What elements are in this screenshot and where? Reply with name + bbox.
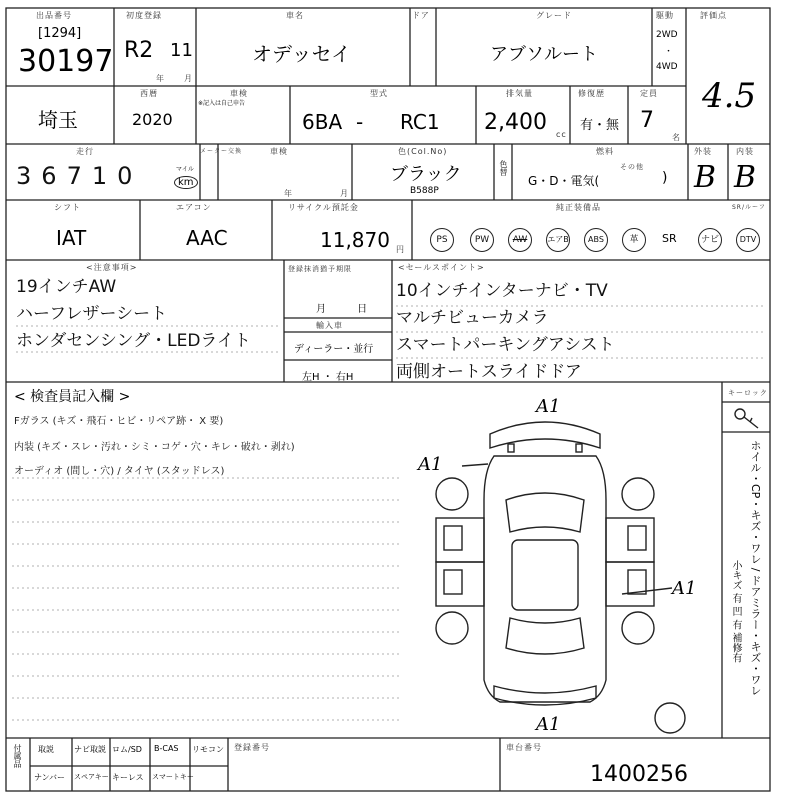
acc-keyless: キーレス [112, 773, 144, 782]
score-label: 評価点 [700, 11, 727, 20]
first-reg-era: R2 [124, 38, 154, 63]
sales-point: 両側オートスライドドア [396, 362, 582, 382]
acc-rom-sd: ロム/SD [112, 745, 142, 754]
shift: IAT [56, 226, 87, 250]
mileage-digit: 1 [91, 162, 108, 190]
notes-list [16, 274, 251, 355]
region: 埼玉 [38, 108, 78, 132]
car-name-label: 車名 [286, 11, 304, 20]
acc-navi-manual: ナビ取説 [74, 745, 106, 754]
recycle-unit: 円 [396, 245, 405, 254]
model-year-label: 西暦 [140, 89, 158, 98]
equip-leather: 革 [622, 228, 646, 252]
recycle-label: リサイクル預託金 [288, 203, 359, 212]
first-reg-month: 11 [170, 40, 193, 61]
fuel-other: その他 [620, 163, 644, 171]
sales-points-label: <セールスポイント> [398, 263, 485, 272]
inspector-title: < 検査員記入欄 > [14, 389, 131, 405]
score: 4.5 [702, 76, 757, 116]
key-legend: ホイル・CP・キズ・ワレ / ドアミラー・キズ・ワレ [749, 440, 762, 697]
unit-mile: マイル [176, 166, 194, 173]
equip-ps: PS [430, 228, 454, 252]
acc-smart-key: スマートキー [152, 773, 194, 781]
key-icon [730, 404, 766, 430]
acc-remote: リモコン [192, 745, 224, 754]
color-label: 色(Col.No) [398, 147, 448, 156]
capacity-label: 定員 [640, 89, 658, 98]
inspection-note: ※記入は自己申告 [198, 100, 246, 107]
key-legend-2: 小キズ 有 凹 有 補修有 [730, 560, 741, 663]
key-lock-label: キーロック [728, 389, 768, 397]
damage-mark-front: A1 [536, 396, 561, 417]
car-diagram [410, 390, 720, 735]
lot-box: [1294] [38, 26, 82, 41]
registration-date: 月 日 [316, 304, 382, 315]
month-unit: 月 [184, 74, 193, 83]
equip-sr: SR [662, 232, 677, 245]
drive-2wd: 2WD [656, 30, 678, 40]
note-line: ホンダセンシング・LEDライト [16, 331, 251, 351]
import-label: 輸入車 [316, 321, 343, 330]
repair: 有・無 [580, 118, 620, 133]
drive-dot: ・ [664, 47, 674, 57]
mileage-digits [16, 162, 176, 192]
car-name: オデッセイ [252, 42, 351, 66]
mileage-digit: 7 [66, 162, 82, 190]
ac: AAC [186, 226, 228, 250]
model-label: 型式 [370, 89, 388, 98]
reg-no-label: 登録番号 [234, 743, 270, 752]
acc-spare-key: スペアキー [74, 773, 109, 781]
model-code: RC1 [400, 110, 440, 134]
mileage-label: 走行 [76, 147, 94, 156]
equip-label: 純正装備品 [556, 203, 601, 212]
damage-mark-right: A1 [672, 578, 697, 599]
color-code: B588P [410, 186, 439, 196]
recycle: 11,870 [320, 228, 390, 252]
acc-bcas: B-CAS [154, 744, 179, 753]
model-year: 2020 [132, 110, 173, 129]
displacement-unit: cc [556, 130, 567, 139]
meter-label: メーター交換 [200, 148, 243, 155]
registration-label: 登録抹消猶予期限 [288, 265, 352, 273]
dealer-parallel: ディーラー・並行 [294, 344, 374, 355]
fuel-options: G・D・電気( [528, 174, 600, 188]
int-label: 内装 [736, 147, 754, 156]
sunroof-label: SR/ルーフ [732, 204, 766, 211]
acc-manual: 取説 [38, 745, 54, 754]
chassis-label: 車台番号 [506, 743, 542, 752]
sales-point: スマートパーキングアシスト [396, 335, 615, 355]
fuel-close: ) [662, 170, 668, 186]
mileage-digit: 6 [41, 162, 57, 190]
door-label: ドア [412, 11, 430, 20]
grade: アブソルート [490, 44, 598, 65]
inspection-label: 車検 [230, 89, 248, 98]
acc-number: ナンバー [34, 773, 66, 782]
grade-label: グレード [536, 11, 572, 20]
displacement: 2,400 [484, 110, 547, 135]
lot-number: 30197 [18, 44, 114, 79]
inspector-glass: Fガラス (キズ・飛石・ヒビ・リペア跡・ X 要) [14, 416, 224, 427]
inspector-audio-tire: オーディオ (間し・穴) / タイヤ (スタッドレス) [14, 466, 225, 477]
inspection2-year-unit: 年 [284, 189, 293, 198]
model-dash: - [356, 110, 364, 134]
sales-points-list [396, 278, 615, 386]
equip-navi: ナビ [698, 228, 722, 252]
shift-label: シフト [54, 203, 81, 212]
damage-mark-left: A1 [418, 454, 443, 475]
color: ブラック [390, 164, 462, 185]
equip-abs: ABS [584, 228, 608, 252]
model-prefix: 6BA [302, 110, 343, 134]
inspection2-month-unit: 月 [340, 189, 349, 198]
lot-label: 出品番号 [36, 11, 72, 20]
mileage-digit: 3 [16, 162, 32, 190]
inspection2-label: 車検 [270, 147, 288, 156]
note-line: 19インチAW [16, 277, 117, 297]
mileage-digit: 0 [117, 162, 133, 190]
sales-point: 10インチインターナビ・TV [396, 281, 608, 301]
repair-label: 修復歴 [578, 89, 605, 98]
ac-label: エアコン [176, 203, 212, 212]
drive-label: 駆動 [656, 11, 674, 20]
color-change: 色替 [499, 160, 508, 176]
fuel-label: 燃料 [596, 147, 614, 156]
note-line: ハーフレザーシート [16, 304, 168, 324]
unit-km: km [174, 176, 198, 189]
year-unit: 年 [156, 74, 165, 83]
capacity-unit: 名 [672, 133, 681, 142]
equip-aw: AW [508, 228, 532, 252]
damage-mark-rear: A1 [536, 714, 561, 735]
int-grade: B [734, 160, 757, 195]
notes-label: <注意事項> [86, 263, 138, 272]
steering-side: 左H ・ 右H [302, 372, 354, 383]
chassis-number: 1400256 [590, 762, 688, 787]
inspector-interior: 内装 (キズ・スレ・汚れ・シミ・コゲ・穴・キレ・破れ・剥れ) [14, 442, 295, 453]
displacement-label: 排気量 [506, 89, 533, 98]
sales-point: マルチビューカメラ [396, 308, 549, 328]
equip-airbag: エアB [546, 228, 570, 252]
ext-label: 外装 [694, 147, 712, 156]
accessories-label: 付属品 [13, 744, 22, 768]
ext-grade: B [694, 160, 717, 195]
first-reg-label: 初度登録 [126, 11, 162, 20]
drive-4wd: 4WD [656, 62, 678, 72]
equip-pw: PW [470, 228, 494, 252]
capacity: 7 [640, 108, 654, 133]
equip-dtv: DTV [736, 228, 760, 252]
